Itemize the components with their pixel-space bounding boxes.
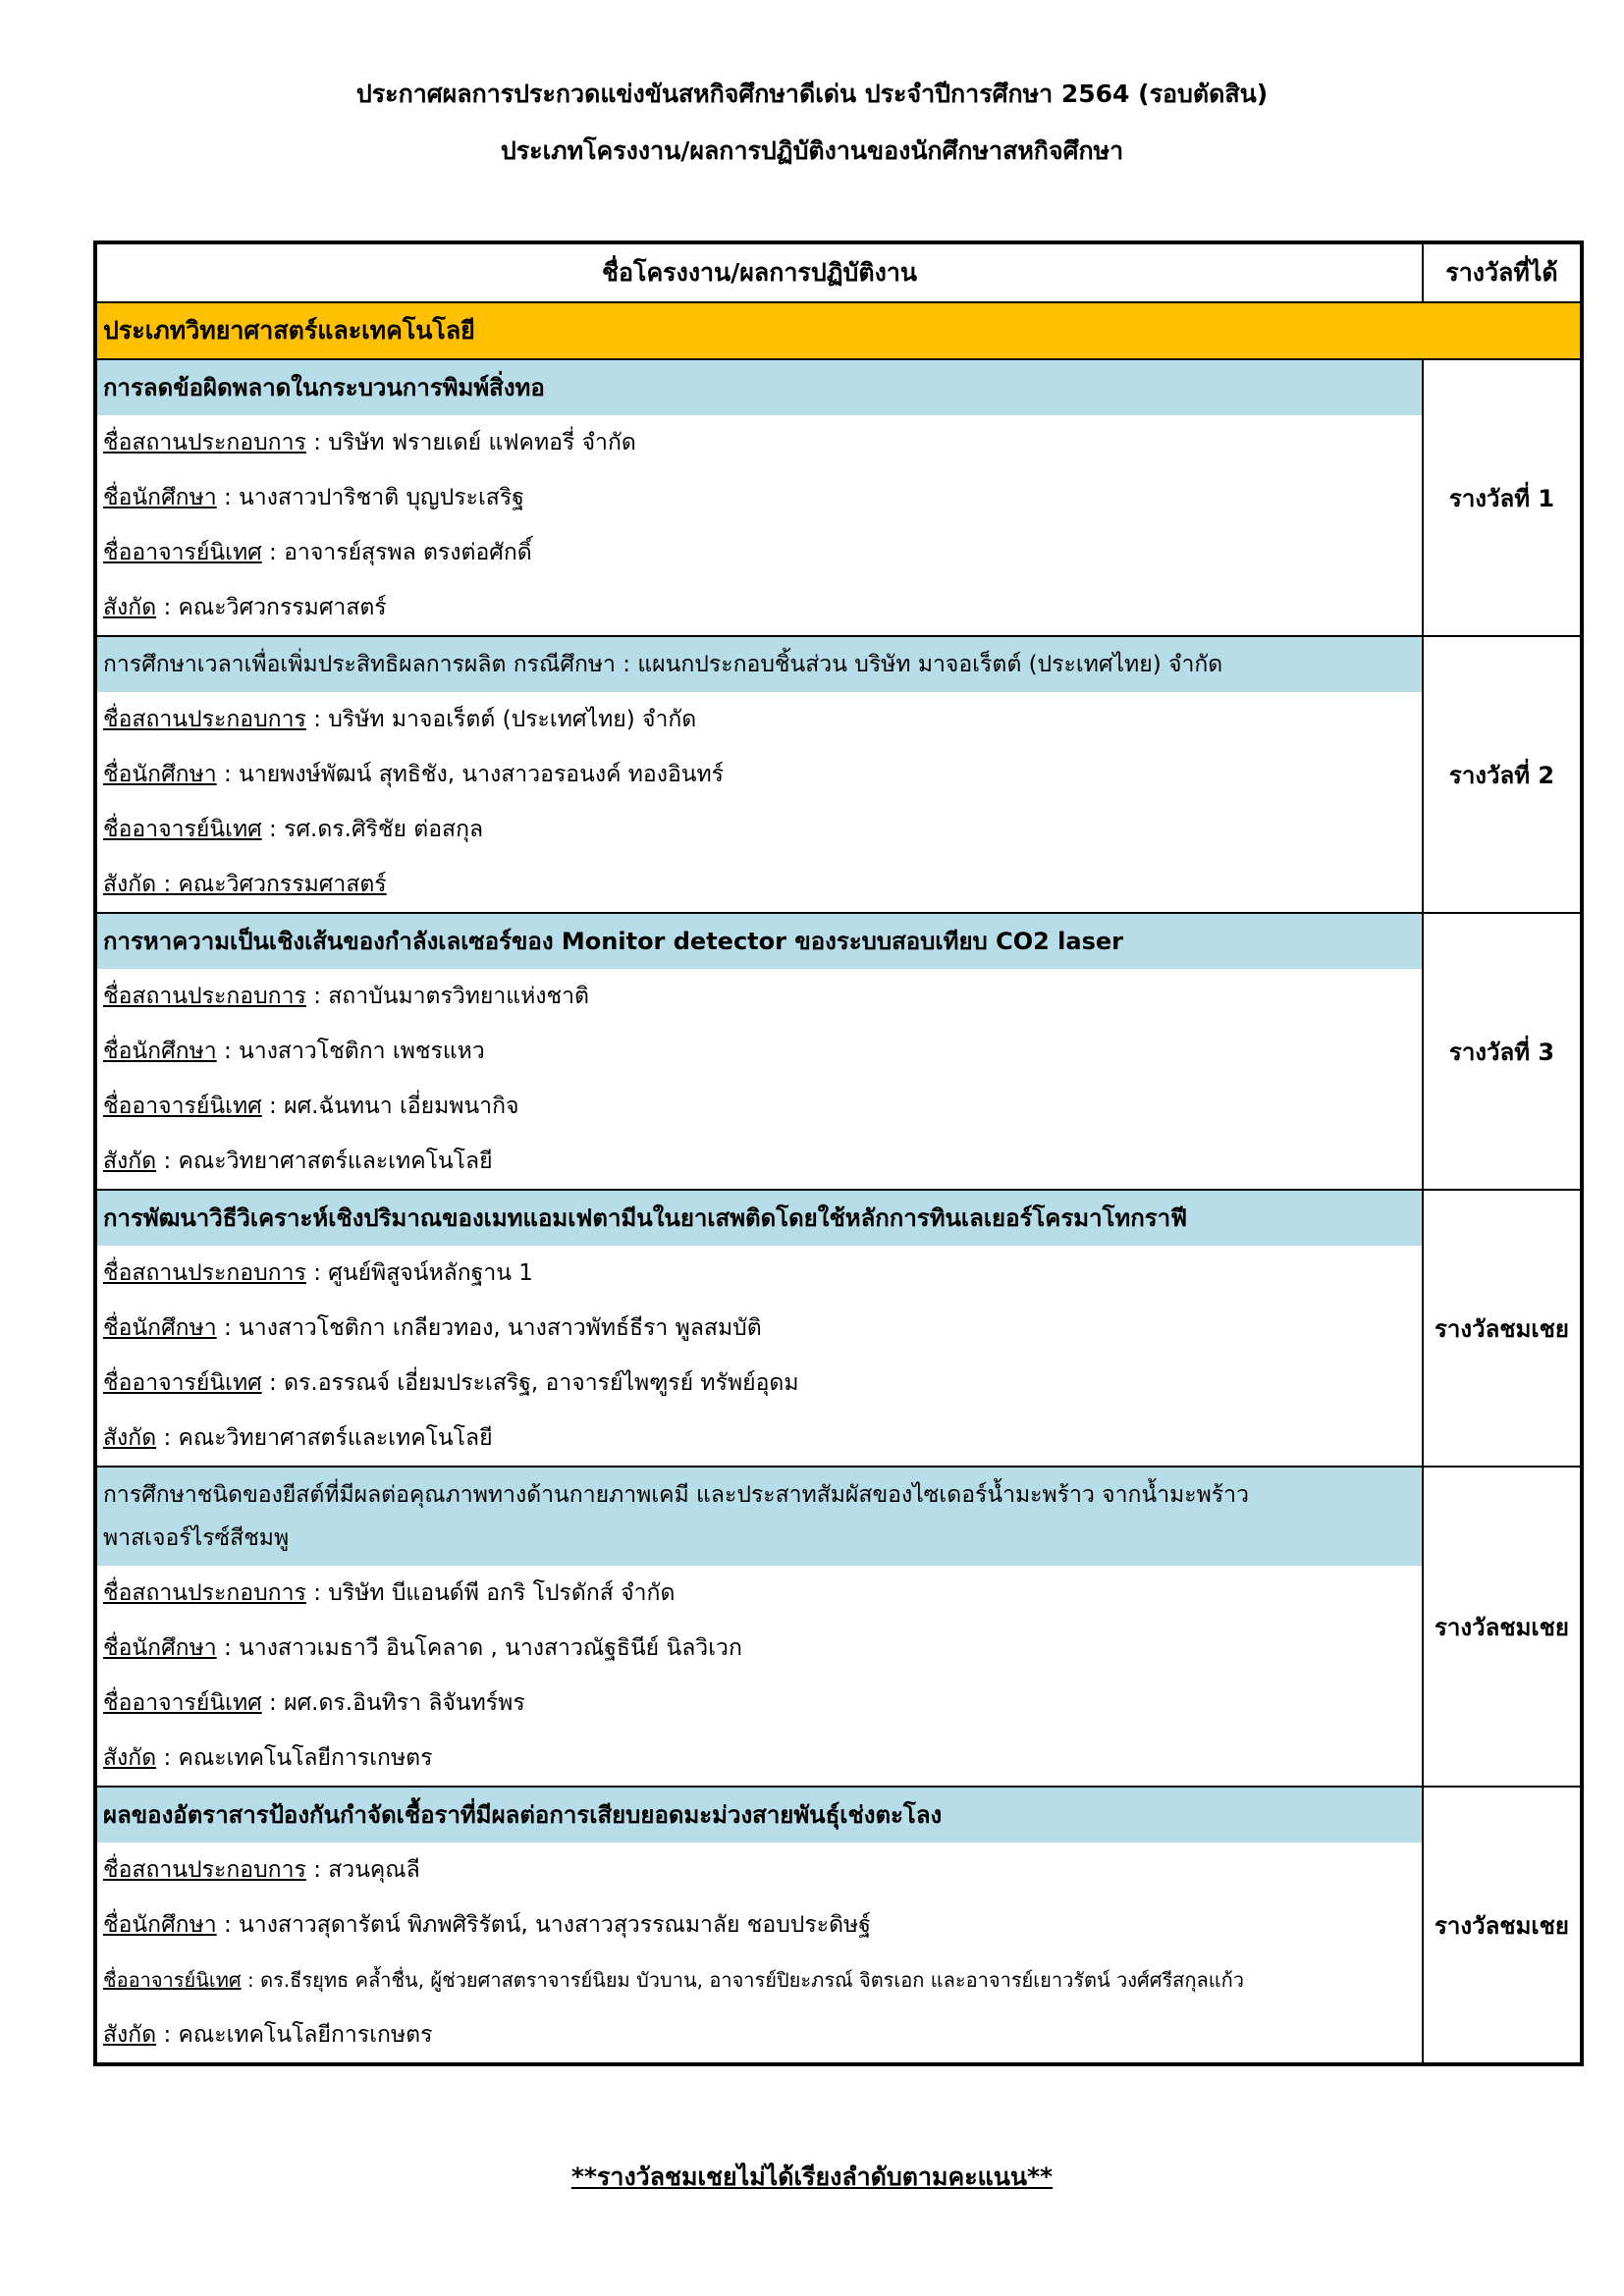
table-row — [95, 1467, 1582, 1787]
advisor-line: ชื่ออาจารย์นิเทศ : ดร.อรรณจ์ เอี่ยมประเสริฐ, อาจารย์ไพฑูรย์ ทรัพย์อุดม — [103, 1370, 799, 1396]
project-title: การศึกษาเวลาเพื่อเพิ่มประสิทธิผลการผลิต กรณีศึกษา : แผนกประกอบชิ้นส่วน บริษัท มาจอเร็ตต์ (ประเทศไทย) จำกัด — [97, 637, 1422, 692]
advisor-line: ชื่ออาจารย์นิเทศ : ผศ.ฉันทนา เอี่ยมพนากิจ — [103, 1094, 519, 1119]
announcement-title: ประกาศผลการประกวดแข่งขันสหกิจศึกษาดีเด่น ประจำปีการศึกษา 2564 (รอบตัดสิน) — [355, 80, 1269, 108]
award-cell: รางวัลชมเชย — [1423, 1467, 1582, 1787]
table-header-row — [95, 242, 1582, 302]
category-label: ประเภทวิทยาศาสตร์และเทคโนโลยี — [95, 302, 1582, 359]
company-line: ชื่อสถานประกอบการ : สวนคุณลี — [103, 1857, 420, 1883]
table-row — [95, 913, 1582, 1190]
table-row — [95, 636, 1582, 913]
company-line: ชื่อสถานประกอบการ : บริษัท บีแอนด์พี อกริ โปรดักส์ จำกัด — [103, 1580, 676, 1606]
award-cell: รางวัลชมเชย — [1423, 1190, 1582, 1467]
project-cell — [95, 913, 1423, 1190]
award-cell: รางวัลที่ 2 — [1423, 636, 1582, 913]
footnote: **รางวัลชมเชยไม่ได้เรียงลำดับตามคะแนน** — [570, 2163, 1054, 2191]
project-cell — [95, 1467, 1423, 1787]
column-header-project: ชื่อโครงงาน/ผลการปฏิบัติงาน — [95, 242, 1423, 302]
company-line: ชื่อสถานประกอบการ : บริษัท ฟรายเดย์ แฟคทอรี่ จำกัด — [103, 430, 636, 455]
results-table — [93, 240, 1584, 2066]
project-title: ผลของอัตราสารป้องกันกำจัดเชื้อราที่มีผลต่อการเสียบยอดมะม่วงสายพันธุ์เช่งตะโลง — [97, 1788, 1422, 1842]
project-title: การพัฒนาวิธีวิเคราะห์เชิงปริมาณของเมทแอมเฟตามีนในยาเสพติดโดยใช้หลักการทินเลเยอร์โครมาโทกราฟี — [97, 1191, 1422, 1246]
advisor-line: ชื่ออาจารย์นิเทศ : ผศ.ดร.อินทิรา ลิจันทร์พร — [103, 1690, 525, 1716]
faculty-line: สังกัด : คณะวิศวกรรมศาสตร์ — [103, 595, 387, 620]
project-cell — [95, 1190, 1423, 1467]
company-line: ชื่อสถานประกอบการ : สถาบันมาตรวิทยาแห่งชาติ — [103, 984, 589, 1009]
student-line: ชื่อนักศึกษา : นางสาวปาริชาติ บุญประเสริฐ — [103, 485, 524, 510]
award-cell: รางวัลที่ 3 — [1423, 913, 1582, 1190]
advisor-line: ชื่ออาจารย์นิเทศ : อาจารย์สุรพล ตรงต่อศักดิ์ — [103, 540, 532, 565]
project-cell — [95, 359, 1423, 636]
award-cell: รางวัลชมเชย — [1423, 1787, 1582, 2064]
project-title: การศึกษาชนิดของยีสต์ที่มีผลต่อคุณภาพทางด้านกายภาพเคมี และประสาทสัมผัสของไซเดอร์น้ำมะพร้าว จากน้ำมะพร้าว พาสเจอร์ไรซ์สีชมพู — [97, 1468, 1422, 1566]
student-line: ชื่อนักศึกษา : นางสาวสุดารัตน์ พิภพศิริรัตน์, นางสาวสุวรรณมาลัย ชอบประดิษฐ์ — [103, 1912, 871, 1938]
faculty-line: สังกัด : คณะวิทยาศาสตร์และเทคโนโลยี — [103, 1425, 493, 1451]
faculty-line: สังกัด : คณะเทคโนโลยีการเกษตร — [103, 2022, 433, 2048]
project-title: การลดข้อผิดพลาดในกระบวนการพิมพ์สิ่งทอ — [97, 360, 1422, 415]
student-line: ชื่อนักศึกษา : นางสาวเมธาวี อินโคลาด , นางสาวณัฐธินีย์ นิลวิเวก — [103, 1635, 742, 1661]
column-header-award: รางวัลที่ได้ — [1423, 242, 1582, 302]
table-row — [95, 1787, 1582, 2064]
project-cell — [95, 1787, 1423, 2064]
table-row — [95, 359, 1582, 636]
student-line: ชื่อนักศึกษา : นายพงษ์พัฒน์ สุทธิชัง, นางสาวอรอนงค์ ทองอินทร์ — [103, 762, 725, 787]
award-cell: รางวัลที่ 1 — [1423, 359, 1582, 636]
faculty-line: สังกัด : คณะวิศวกรรมศาสตร์ — [103, 872, 387, 897]
faculty-line: สังกัด : คณะวิทยาศาสตร์และเทคโนโลยี — [103, 1148, 493, 1174]
company-line: ชื่อสถานประกอบการ : บริษัท มาจอเร็ตต์ (ประเทศไทย) จำกัด — [103, 707, 697, 732]
category-row — [95, 302, 1582, 359]
faculty-line: สังกัด : คณะเทคโนโลยีการเกษตร — [103, 1745, 433, 1771]
announcement-subtitle: ประเภทโครงงาน/ผลการปฏิบัติงานของนักศึกษาสหกิจศึกษา — [500, 136, 1124, 165]
student-line: ชื่อนักศึกษา : นางสาวโชติกา เพชรแหว — [103, 1039, 485, 1064]
advisor-line: ชื่ออาจารย์นิเทศ : รศ.ดร.ศิริชัย ต่อสกุล — [103, 817, 484, 842]
project-title: การหาความเป็นเชิงเส้นของกำลังเลเซอร์ของ Monitor detector ของระบบสอบเทียบ CO2 laser — [97, 914, 1422, 969]
student-line: ชื่อนักศึกษา : นางสาวโชติกา เกลียวทอง, นางสาวพัทธ์ธีรา พูลสมบัติ — [103, 1315, 762, 1341]
table-row — [95, 1190, 1582, 1467]
advisor-line: ชื่ออาจารย์นิเทศ : ดร.ธีรยุทธ คล้ำชื่น, ผู้ช่วยศาสตราจารย์นิยม บัวบาน, อาจารย์ปิยะภรณ์ จิตรเอก และอาจารย์เยาวรัตน์ วงศ์ศรีสกุลแก้ว — [103, 1968, 1244, 1992]
project-cell — [95, 636, 1423, 913]
company-line: ชื่อสถานประกอบการ : ศูนย์พิสูจน์หลักฐาน 1 — [103, 1260, 533, 1286]
